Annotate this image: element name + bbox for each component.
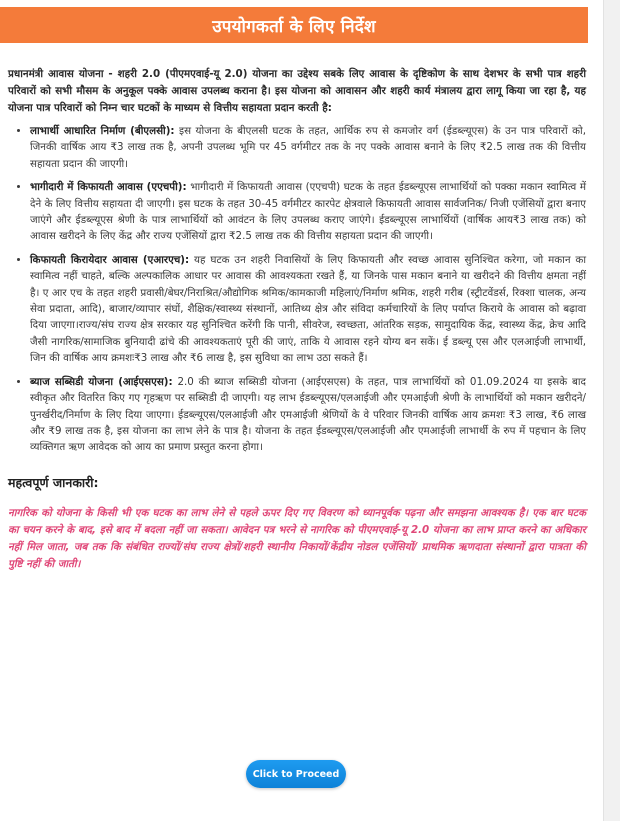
important-heading: महत्वपूर्ण जानकारी: xyxy=(8,474,99,490)
list-item-arh xyxy=(30,252,586,367)
component-text: भागीदारी में किफायती आवास (एएचपी) घटक के तहत ईडब्ल्यूएस लाभार्थियों को पक्का मकान स्वामित्व में देने के लिए वित्तीय सहायता दी जाएगी। इस घटक के तहत 30-45 वर्गमीटर कारपेट क्षेत्रवाले किफायती आवास सार्वजनिक/ निजी एजेंसियों द्वारा बनाए जाएंगे और ईडब्ल्यूएस श्रेणी के पात्र लाभार्थियों को आवंटन के लिए उपलब्ध कराए जाएंगे। ईडब्ल्यूएस लाभार्थियों (वार्षिक आय₹3 लाख तक) को आवास खरीदने के लिए केंद्र और राज्य एजेंसियों द्वारा ₹2.5 लाख तक की वित्तीय सहायता प्रदान की जाएगी। xyxy=(30,181,586,243)
component-text: इस योजना के बीएलसी घटक के तहत, आर्थिक रुप से कमजोर वर्ग (ईडब्ल्यूएस) के उन पात्र परिवारों को, जिनकी वार्षिक आय ₹3 लाख तक है, अपनी उपलब्ध भूमि पर 45 वर्गमीटर तक के नए पक्के आवास बनाने के लिए ₹2.5 लाख तक की वित्तीय सहायता प्रदान की जाएगी। xyxy=(30,125,586,170)
component-title: भागीदारी में किफायती आवास (एएचपी): xyxy=(30,181,187,194)
list-item-blc xyxy=(30,123,586,172)
component-text: 2.0 की ब्याज सब्सिडी योजना (आईएसएस) के तहत, पात्र लाभार्थियों को 01.09.2024 या इसके बाद स्वीकृत और वितरित किए गए गृहऋण पर सब्सिडी दी जाएगी। यह लाभ ईडब्ल्यूएस/एलआईजी और एमआईजी श्रेणी के लाभार्थियों को मकान खरीदने/पुनर्खरीद/निर्माण के लिए दिया जाएगा। ईडब्ल्यूएस/एलआईजी और एमआईजी श्रेणियों के वे परिवार जिनकी वार्षिक आय क्रमशः ₹3 लाख, ₹6 लाख और ₹9 लाख तक है, इस योजना का लाभ लेने के पात्र है। योजना के तहत ईडब्ल्यूएस/एलआईजी और एमआईजी लाभार्थी के रुप में पहचान के लिए व्यक्तिगत ऋण आवेदक को आय का प्रमाण प्रस्तुत करना होगा। xyxy=(30,375,586,454)
proceed-button[interactable]: Click to Proceed xyxy=(246,760,346,788)
intro-paragraph: प्रधानमंत्री आवास योजना - शहरी 2.0 (पीएमएवाई-यू 2.0) योजना का उद्देश्य सबके लिए आवास के दृष्टिकोण के साथ देशभर के सभी पात्र शहरी परिवारों को सभी मौसम के अनुकूल पक्के आवास उपलब्ध कराना है। इस योजना को आवासन और शहरी कार्य मंत्रालय द्वारा लागू किया जा रहा है, यह योजना पात्र परिवारों को निम्न चार घटकों के माध्यम से वित्तीय सहायता प्रदान करती है: xyxy=(8,68,586,114)
component-text: यह घटक उन शहरी निवासियों के लिए किफायती और स्वच्छ आवास सुनिश्चित करेगा, जो मकान का स्वामित्व नहीं चाहते, बल्कि अल्पकालिक आधार पर आवास की आवश्यकता रखते हैं, या जिनके पास मकान बनाने या खरीदने की वित्तीय क्षमता नहीं है। ए आर एच के तहत शहरी प्रवासी/बेघर/निराश्रित/औद्योगिक श्रमिक/कामकाजी महिलाएं/निर्माण श्रमिक, शहरी गरीब (स्ट्रीटवेंडर्स, रिक्शा चालक, अन्य सेवा प्रदाता, आदि), बाजार/व्यापार संघों, शैक्षिक/स्वास्थ्य संस्थानों, आतिथ्य क्षेत्र और संविदा कर्मचारियों के लिए पर्याप्त किराये के आवास को बढ़ावा दिया जाएगा।राज्य/संघ राज्य क्षेत्र सरकार यह सुनिश्चित करेंगी कि पानी, सीवरेज, स्वच्छता, आंतरिक सड़क, सामुदायिक केंद्र, स्वास्थ्य केंद्र, क्रेच आदि जैसी नागरिक/सामाजिक बुनियादी ढांचे की आवश्यकताएं पूरी की जाएं, ताकि ये आवास रहने योग्य बन सकें। ई डब्ल्यू एस और एलआईजी लाभार्थी, जिन की वार्षिक आय क्रमशः₹3 लाख और ₹6 लाख है, इस सुविधा का लाभ उठा सकते हैं। xyxy=(30,253,586,365)
important-notice: नागरिक को योजना के किसी भी एक घटक का लाभ लेने से पहले ऊपर दिए गए विवरण को ध्यानपूर्वक पढ़ना और समझना आवश्यक है। एक बार घटक का चयन करने के बाद, इसे बाद में बदला नहीं जा सकता। आवेदन पत्र भरने से नागरिक को पीएमएवाई-यू 2.0 योजना का लाभ प्राप्त करने का अधिकार नहीं मिल जाता, जब तक कि संबंधित राज्यों/संघ राज्य क्षेत्रों/शहरी स्थानीय निकायों/केंद्रीय नोडल एजेंसियों/ प्राथमिक ऋणदाता संस्थानों द्वारा पात्रता की पुष्टि नहीं की जाती। xyxy=(8,506,586,570)
scrollbar[interactable] xyxy=(603,0,620,821)
component-title: किफायती किरायेदार आवास (एआरएच): xyxy=(30,253,190,266)
component-title: लाभार्थी आधारित निर्माण (बीएलसी): xyxy=(30,125,175,137)
component-list xyxy=(8,123,586,456)
page-title: उपयोगकर्ता के लिए निर्देश xyxy=(0,7,588,43)
component-title: ब्याज सब्सिडी योजना (आईएसएस): xyxy=(30,375,173,388)
list-item-ahp xyxy=(30,179,586,245)
instructions-content xyxy=(8,66,586,573)
list-item-iss xyxy=(30,374,586,456)
